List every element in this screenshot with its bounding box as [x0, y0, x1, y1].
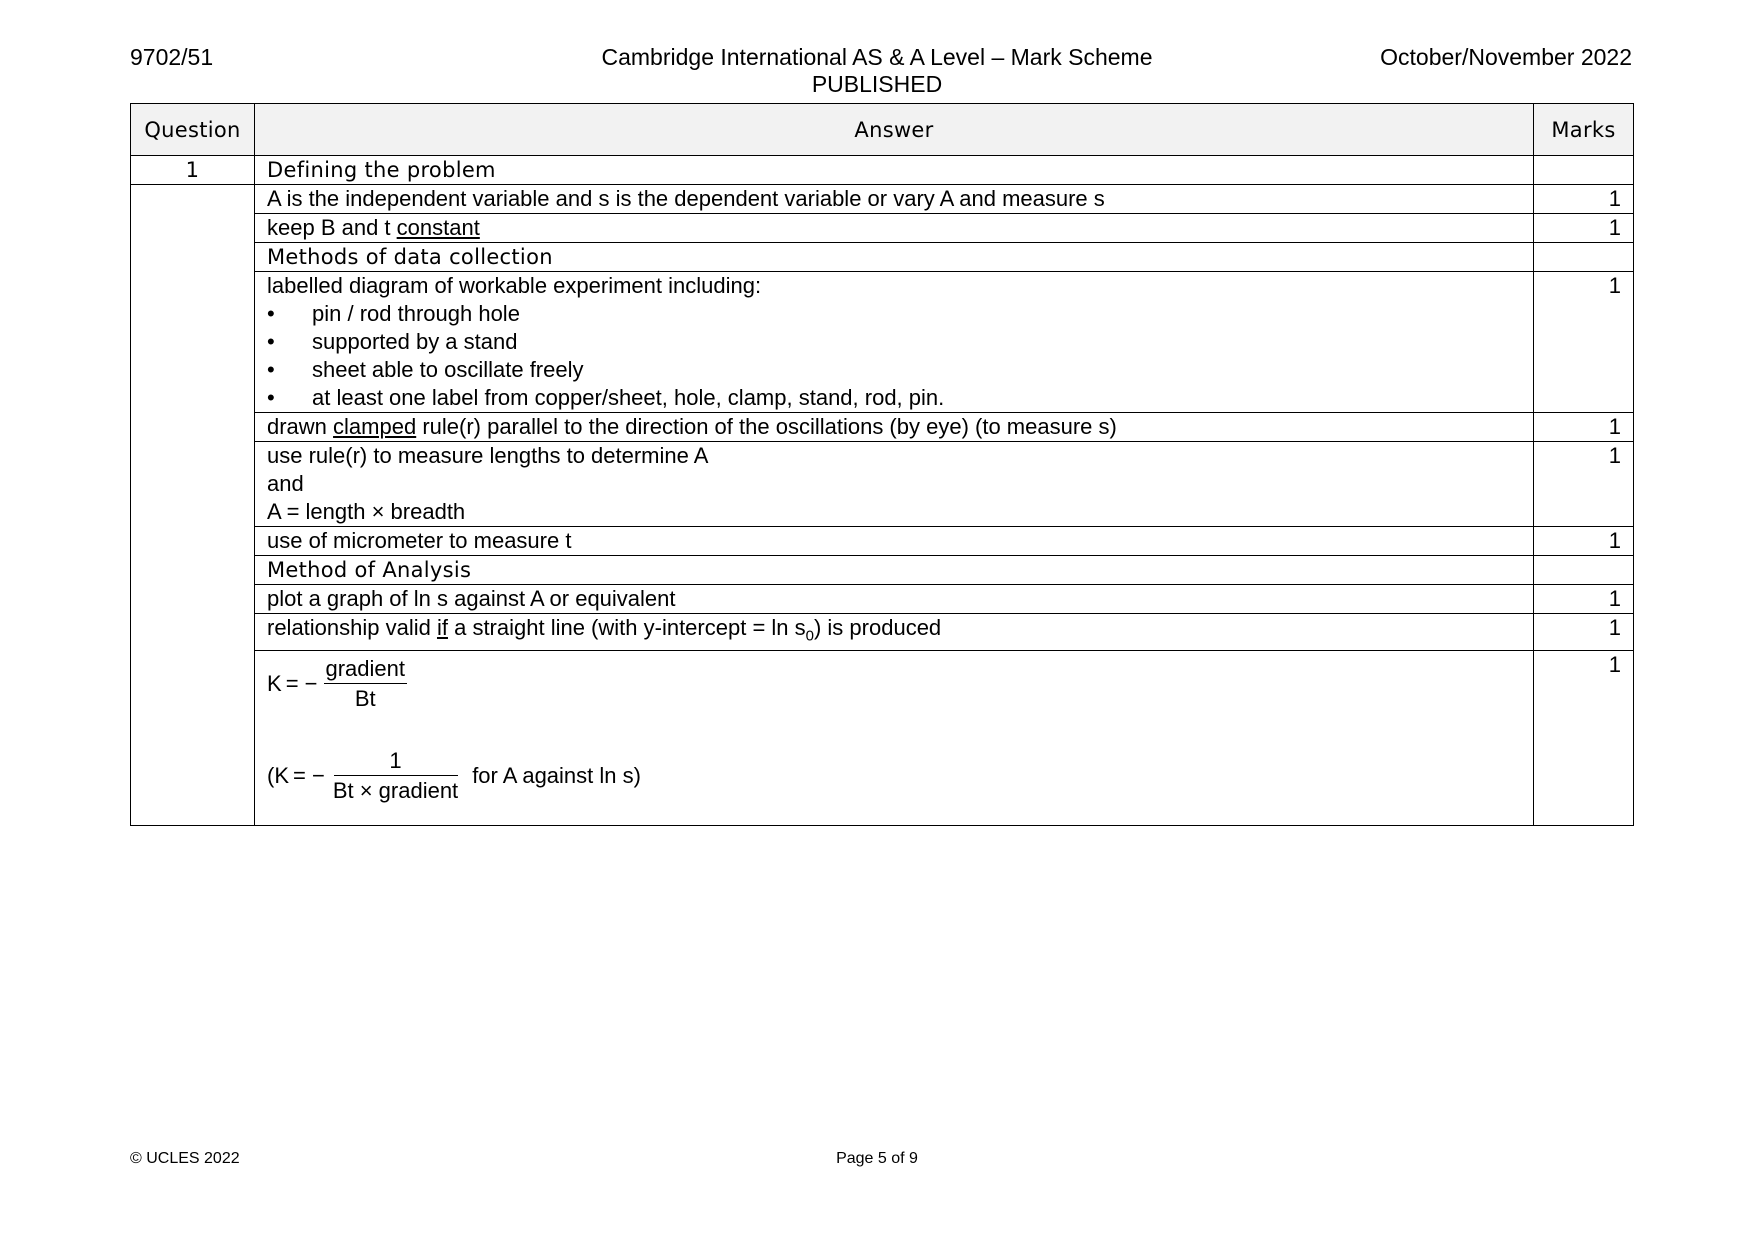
underlined-keyword: clamped: [333, 414, 417, 439]
answer-text: relationship valid: [267, 615, 437, 640]
question-cell: [131, 272, 255, 413]
paper-code: 9702/51: [130, 44, 214, 70]
table-row: [131, 185, 1634, 214]
list-item: • at least one label from copper/sheet, hole, clamp, stand, rod, pin.: [267, 384, 1521, 412]
table-row: [131, 214, 1634, 243]
fraction-numerator: 1: [334, 747, 458, 776]
marks-cell: [1534, 156, 1634, 185]
answer-text: ) is produced: [813, 615, 942, 640]
marks-cell: [1534, 556, 1634, 585]
equation-k-gradient: [267, 651, 1521, 717]
question-cell: [131, 413, 255, 442]
table-row: [131, 243, 1634, 272]
list-item: • pin / rod through hole: [267, 300, 1521, 328]
answer-cell: plot a graph of ln s against A or equivalent: [255, 585, 1534, 614]
marks-cell: 1: [1534, 413, 1634, 442]
table-row: [131, 156, 1634, 185]
subscript: 0: [805, 627, 814, 645]
table-row: [131, 413, 1634, 442]
fraction: [324, 655, 408, 714]
marks-cell: 1: [1534, 185, 1634, 214]
table-row: [131, 272, 1634, 413]
fraction: [331, 747, 460, 806]
section-heading-methods: Methods of data collection: [255, 243, 1534, 272]
equation-operator: = −: [293, 763, 325, 789]
question-number: 1: [131, 156, 255, 185]
marks-cell: 1: [1534, 527, 1634, 556]
fraction-numerator: gradient: [324, 655, 408, 684]
table-row: [131, 527, 1634, 556]
document-title: Cambridge International AS & A Level – Mark Scheme: [601, 44, 1153, 70]
column-header-answer: Answer: [255, 104, 1534, 156]
marks-cell: 1: [1534, 651, 1634, 826]
answer-text: use rule(r) to measure lengths to determine A: [267, 443, 709, 468]
answer-text: and: [267, 471, 304, 496]
marks-cell: 1: [1534, 442, 1634, 527]
marks-cell: [1534, 243, 1634, 272]
table-header-row: [131, 104, 1634, 156]
section-heading-analysis: Method of Analysis: [255, 556, 1534, 585]
answer-cell-equations: [255, 651, 1534, 826]
answer-cell: [255, 272, 1534, 413]
question-cell: [131, 442, 255, 527]
question-cell: [131, 556, 255, 585]
answer-text: keep B and t: [267, 215, 397, 240]
answer-text: a straight line (with y-intercept = ln s: [447, 615, 806, 640]
marks-cell: 1: [1534, 214, 1634, 243]
list-item: • supported by a stand: [267, 328, 1521, 356]
fraction-denominator: Bt × gradient: [332, 777, 459, 803]
answer-cell: A is the independent variable and s is the dependent variable or vary A and measure s: [255, 185, 1534, 214]
equation-note: for A against ln s): [472, 763, 641, 789]
answer-cell: use of micrometer to measure t: [255, 527, 1534, 556]
bullet-list: [267, 300, 1521, 412]
underlined-keyword: constant: [396, 215, 480, 240]
answer-text: drawn: [267, 414, 334, 439]
question-cell: [131, 243, 255, 272]
underlined-keyword: if: [436, 615, 448, 640]
answer-text: A = length × breadth: [267, 499, 466, 524]
table-row: [131, 556, 1634, 585]
list-item: • sheet able to oscillate freely: [267, 356, 1521, 384]
table-row: [131, 651, 1634, 826]
table-row: [131, 614, 1634, 651]
table-row: [131, 585, 1634, 614]
question-cell: [131, 651, 255, 826]
table-row: [131, 442, 1634, 527]
equation-lhs: (K: [267, 763, 289, 789]
column-header-marks: Marks: [1534, 104, 1634, 156]
answer-cell: [255, 413, 1534, 442]
exam-session: October/November 2022: [1380, 44, 1632, 70]
question-cell: [131, 185, 255, 214]
equation-operator: = −: [285, 671, 318, 697]
document-status: PUBLISHED: [811, 71, 943, 97]
answer-text: rule(r) parallel to the direction of the oscillations (by eye) (to measure s): [416, 414, 1117, 439]
answer-cell: [255, 214, 1534, 243]
question-cell: [131, 585, 255, 614]
answer-cell: [255, 442, 1534, 527]
section-heading-defining: Defining the problem: [255, 156, 1534, 185]
mark-scheme-table: [130, 103, 1634, 826]
question-cell: [131, 214, 255, 243]
equation-lhs: K: [267, 671, 282, 697]
question-cell: [131, 527, 255, 556]
answer-cell: [255, 614, 1534, 651]
marks-cell: 1: [1534, 272, 1634, 413]
copyright-notice: © UCLES 2022: [130, 1150, 240, 1167]
marks-cell: 1: [1534, 614, 1634, 651]
fraction-denominator: Bt: [354, 685, 376, 711]
answer-text: labelled diagram of workable experiment including:: [267, 273, 762, 298]
column-header-question: Question: [131, 104, 255, 156]
marks-cell: 1: [1534, 585, 1634, 614]
question-cell: [131, 614, 255, 651]
page-number: Page 5 of 9: [836, 1150, 918, 1167]
equation-k-alternative: [267, 743, 1521, 809]
